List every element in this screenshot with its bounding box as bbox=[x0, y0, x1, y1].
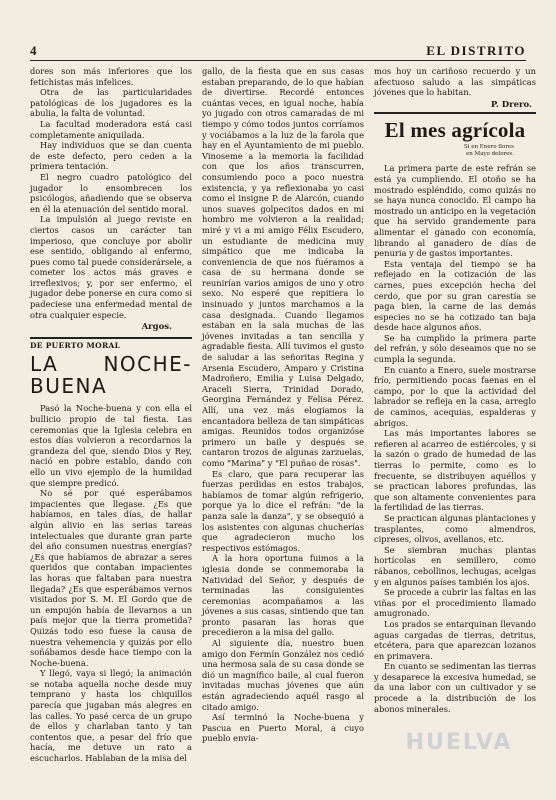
library-watermark: HUELVA bbox=[405, 730, 513, 755]
journal-title: EL DISTRITO bbox=[426, 43, 526, 58]
paragraph: El negro cuadro patológico del jugador lo ensombrecen los psicólogos, añadiendo que se observa en él la atenuación del sentido moral. bbox=[30, 171, 192, 214]
epigraph-line: en Mayo dolores. bbox=[466, 150, 514, 157]
paragraph: Esta ventaja del tiempo se ha reflejado en la cotización de las carnes, pues excepción hecha del cerdo, que por su gran carestía se paga bien, la carne de las demás especies no se ha cotizado tan baja desde hace algunos años. bbox=[374, 258, 536, 333]
paragraph: Y llegó, vaya si llegó; la animación se notaba aquella noche desde muy temprano y hasta los chiquillos parecía que jugaban más alegres en las calles. Yo pasé cerca de un grupo de ellos y charlaban tanto y tan contentos que, a pesar del frío que hacía, me detuve un rato a escucharlos. Hablaban de la misa del bbox=[30, 668, 192, 764]
paragraph: Al siguiente día, nuestro buen amigo don Fermín González nos cedió una hermosa sala de su casa donde se dió un magnífico baile, al cual fueron invitadas muchas jóvenes que aún están agradeciendo aquél rasgo al citado amigo. bbox=[202, 638, 364, 712]
article-title: LA NOCHE-BUENA bbox=[30, 352, 192, 399]
paragraph: Se practican algunas plantaciones y trasplantes, como almendros, cipreses, olivos, avellanos, etc. bbox=[374, 512, 536, 545]
paragraph: Así terminó la Noche-buena y Pascua en Puerto Moral, a cuyo pueblo envia- bbox=[202, 712, 364, 744]
article-title: El mes agrícola bbox=[384, 118, 526, 143]
section-divider bbox=[30, 337, 192, 339]
paragraph: La facultad moderadora está casi completamente aniquilada. bbox=[30, 118, 192, 140]
paragraph: En cuanto se sedimentan las tierras y desaparece la excesiva humedad, se da una labor con un cultivador y se procede a la distribución de los abonos minerales. bbox=[374, 661, 536, 714]
column-2 bbox=[202, 66, 364, 744]
column-3 bbox=[374, 66, 536, 714]
page-number: 4 bbox=[30, 43, 37, 58]
section-divider bbox=[374, 112, 536, 114]
article-signature: Argos. bbox=[141, 322, 172, 333]
paragraph: Las más importantes labores se refieren al acarreo de estiércoles, y si la sazón o grado de humedad de las tierras lo permite, como es lo frecuente, se distribuyen aquéllos y se practican labores profundas, las que son altamente convenientes para la fertilidad de las tierras. bbox=[374, 428, 536, 513]
page-header bbox=[30, 40, 526, 61]
paragraph: dores son más inferiores que los fetichistas más infelices. bbox=[30, 66, 192, 87]
paragraph: Pasó la Noche-buena y con ella el bullicio propio de tal fiesta. Las ceremonias que la Iglesia celebra en estos días volvieron a recordarnos la grandeza del que, siendo Dios y Rey, nació en pobre establo, dando con ello un vivo ejemplo de la humildad que siempre predicó. bbox=[30, 403, 192, 488]
paragraph: No sé por qué esperábamos impacientes que llegase. ¿Es que habíamos, en tales días, de hallar algún alivio en las serias tareas intelectuales que durante gran parte del año consumen nuestras energías? ¿Es que habíamos de abrazar a seres queridos que contaban impacientes las horas que faltaban para nuestra llegada? ¿Es que esperábamos vernos visitados por S. M. El Gordo que de un empujón había de llevarnos a un país mejor que la tierra prometida? Quizás todo eso fuese la causa de nuestra vehemencia y quizás por ello soñábamos desde hace tiempo con la Noche-buena. bbox=[30, 488, 192, 668]
paragraph: Se ha cumplido la primera parte del refrán, y sólo deseamos que no se cumpla la segunda. bbox=[374, 332, 536, 365]
paragraph: gallo, de la fiesta que en sus casas estaban preparando, de lo que habían de divertirse. Recordé entonces cuántas veces, en igual noche, había yo jugado con otros camaradas de mi tiempo y cómo todos juntos corríamos y vociábamos a la luz de la farola que hay en el Ayuntamiento de mi pueblo. Vinoseme a la memoria la facilidad con que los años transcurren, consumiendo poco a poco nuestra existencia, y ya reflexionaba yo casi como el insigne P. de Alarcón, cuando unos suaves golpecitos dados en mi hombro me volvieron a la realidad; miré y vi a mi amigo Félix Escudero, un estudiante de medicina muy simpático que me indicaba la conveniencia de que nos fuéramos a casa de su hermana donde se reunirían varios amigos de uno y otro sexo. No esperé que repitiera lo insinuado y juntos marchamos a la casa designada. Cuando llegamos estaban en la sala muchas de las jóvenes invitadas a tan sencilla y agradable fiesta. Allí tuvimos el gusto de saludar a las señoritas Regina y Arsenia Escudero, Amparo y Cristina Madroñero, Emilia y Luisa Delgado, Araceli Sierra, Trinidad Dorado, Georgina Fernández y Felisa Pérez. Allí, una vez más elogiamos la encantadora belleza de tan simpáticas amigas. Reunidos todos organizóse primero un baile y después se cantaron trozos de algunas zarzuelas, como "Marina" y "El puñao de rosas". bbox=[202, 66, 364, 468]
paragraph: Otra de las particularidades patológicas de los jugadores es la abulia, la falta de voluntad. bbox=[30, 87, 192, 119]
paragraph: mos hoy un cariñoso recuerdo y un afectuoso saludo a las simpáticas jóvenes que lo habitan. bbox=[374, 66, 536, 98]
section-tag: DE PUERTO MORAL bbox=[30, 340, 121, 350]
article-signature: P. Drero. bbox=[490, 99, 532, 110]
paragraph: La primera parte de este refrán se está ya cumpliendo. El otoño se ha mostrado espléndido, como quizás no se haya nunca conocido. El campo ha mostrado un anticipo en la vegetación que ha servido grandemente para alimentar el ganado con economía, librando al ganadero de días de penuria y de gastos importantes. bbox=[374, 163, 536, 259]
column-1 bbox=[30, 66, 192, 764]
paragraph: Los prados se entarquinan llevando aguas cargadas de tierras, detritus, etcétera, para que aparezcan lozanos en primavera. bbox=[374, 618, 536, 661]
epigraph-line: Si en Enero flores bbox=[463, 144, 514, 151]
paragraph: Se procede a cubrir las faltas en las viñas por el procedimiento llamado amugronado. bbox=[374, 587, 536, 619]
epigraph bbox=[374, 144, 514, 157]
paragraph: Se siembran muchas plantas hortícolas en semillero, como rábanos, cebollinos, lechugas, acelgas y en algunos países también los ajos. bbox=[374, 544, 536, 587]
paragraph: A la hora oportuna fuimos a la iglesia donde se conmemoraba la Natividad del Señor, y después de terminadas las consiguientes ceremonias acompañamos a las jóvenes a sus casas, sintiendo que tan pronto pasaran las horas que precedieron a la misa del gallo. bbox=[202, 553, 364, 638]
paragraph: En cuanto a Enero, suele mostrarse frío, permitiendo pocas faenas en el campo, por lo que la actividad del labrador se refleja en la casa, arreglo de caminos, acequias, espalderas y abrigos. bbox=[374, 364, 536, 428]
paragraph: Es claro, que para recuperar las fuerzas perdidas en estos trabajos, habíamos de tomar algún refrigerio, porque ya lo dice el refrán: "de la panza sale la danza", y se obsequió a los asistentes con algunas chucherías que agradecieron mucho los respectivos estómagos. bbox=[202, 468, 364, 553]
paragraph: Hay individuos que se dan cuenta de este defecto, pero ceden a la primera tentación. bbox=[30, 140, 192, 172]
paragraph: La impulsión al juego reviste en ciertos casos un carácter tan imperioso, que concluye por abolir ese sentido, obligando al enfermo, pues como tal puede considerársele, a cometer los actos más graves e irreflexivos; y, por ser enfermo, el jugador debe ponerse en cura como si padeciese una enfermedad mental de otra cualquier especie. bbox=[30, 214, 192, 320]
